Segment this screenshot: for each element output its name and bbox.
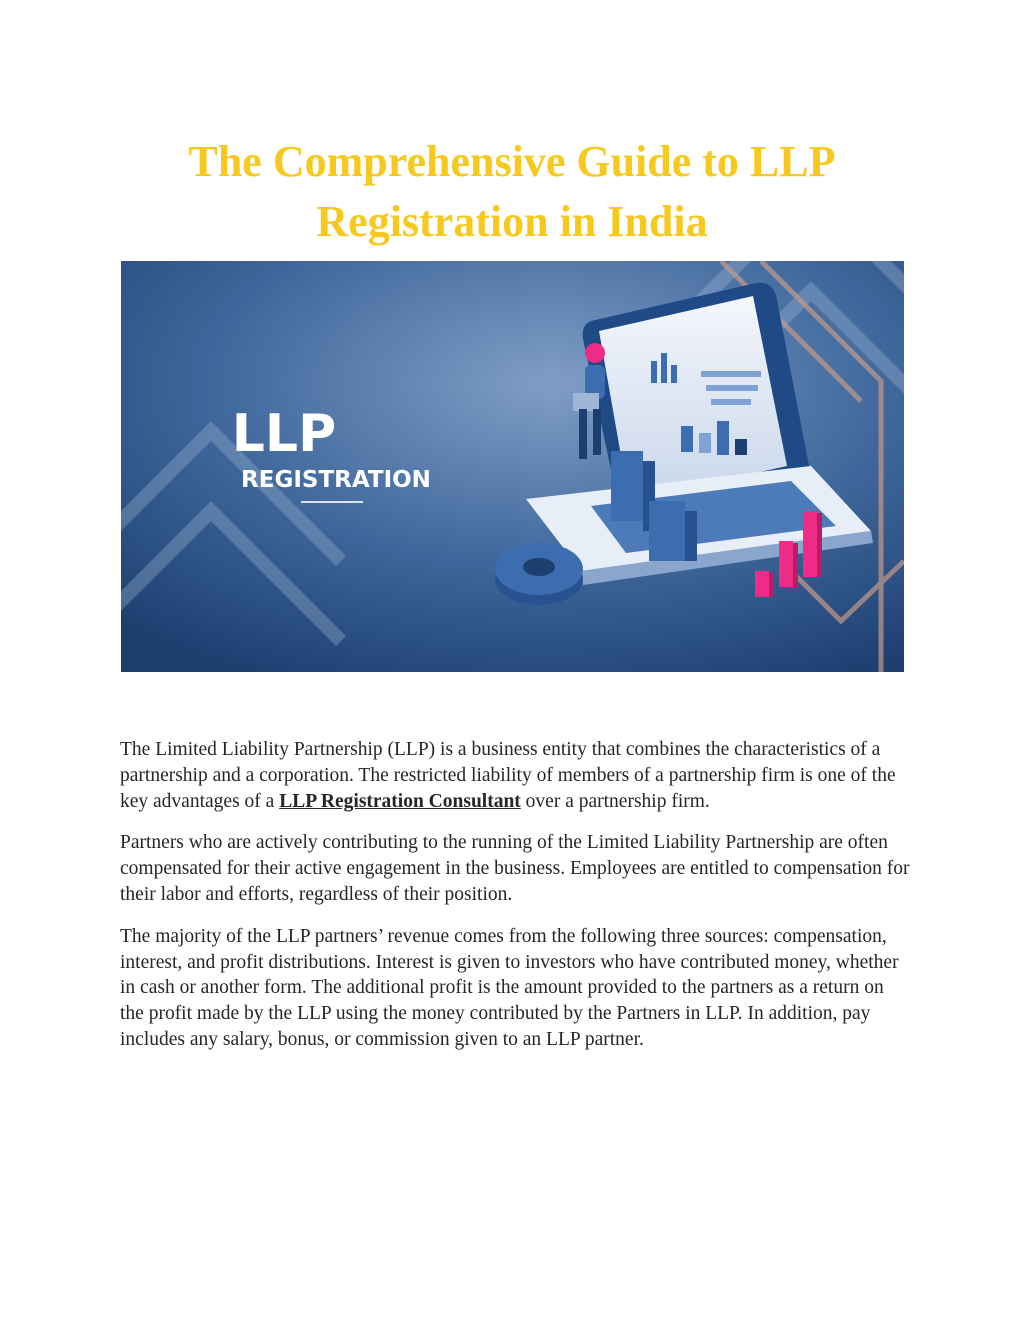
donut-chart-icon [495,543,583,605]
article-body [120,737,910,1069]
page-title: The Comprehensive Guide to LLP Registration in India [188,137,836,246]
hero-image [121,261,904,672]
llp-registration-consultant-link[interactable]: LLP Registration Consultant [279,790,521,812]
hero-underline [301,501,363,503]
paragraph-3: The majority of the LLP partners’ revenue comes from the following three sources: compensation, interest, and profit distributions. Interest is given to investors who have contributed money, whether in cash or another form. The additional profit is the amount provided to the partners as a return on the profit made by the LLP using the money contributed by the Partners in LLP. In addition, pay includes any salary, bonus, or commission given to an LLP partner. [120,925,899,1050]
paragraph-1: The Limited Liability Partnership (LLP) is a business entity that combines the characteristics of a partnership and a corporation. The restricted liability of members of a partnership firm is one of the key advantages of a LLP Registration Consultant over a partnership firm. [120,739,896,812]
paragraph-2: Partners who are actively contributing to the running of the Limited Liability Partnership are often compensated for their active engagement in the business. Employees are entitled to compensation for their labor and efforts, regardless of their position. [120,832,910,905]
hero-subheadline: REGISTRATION [241,467,431,493]
hero-headline: LLP [231,404,337,464]
